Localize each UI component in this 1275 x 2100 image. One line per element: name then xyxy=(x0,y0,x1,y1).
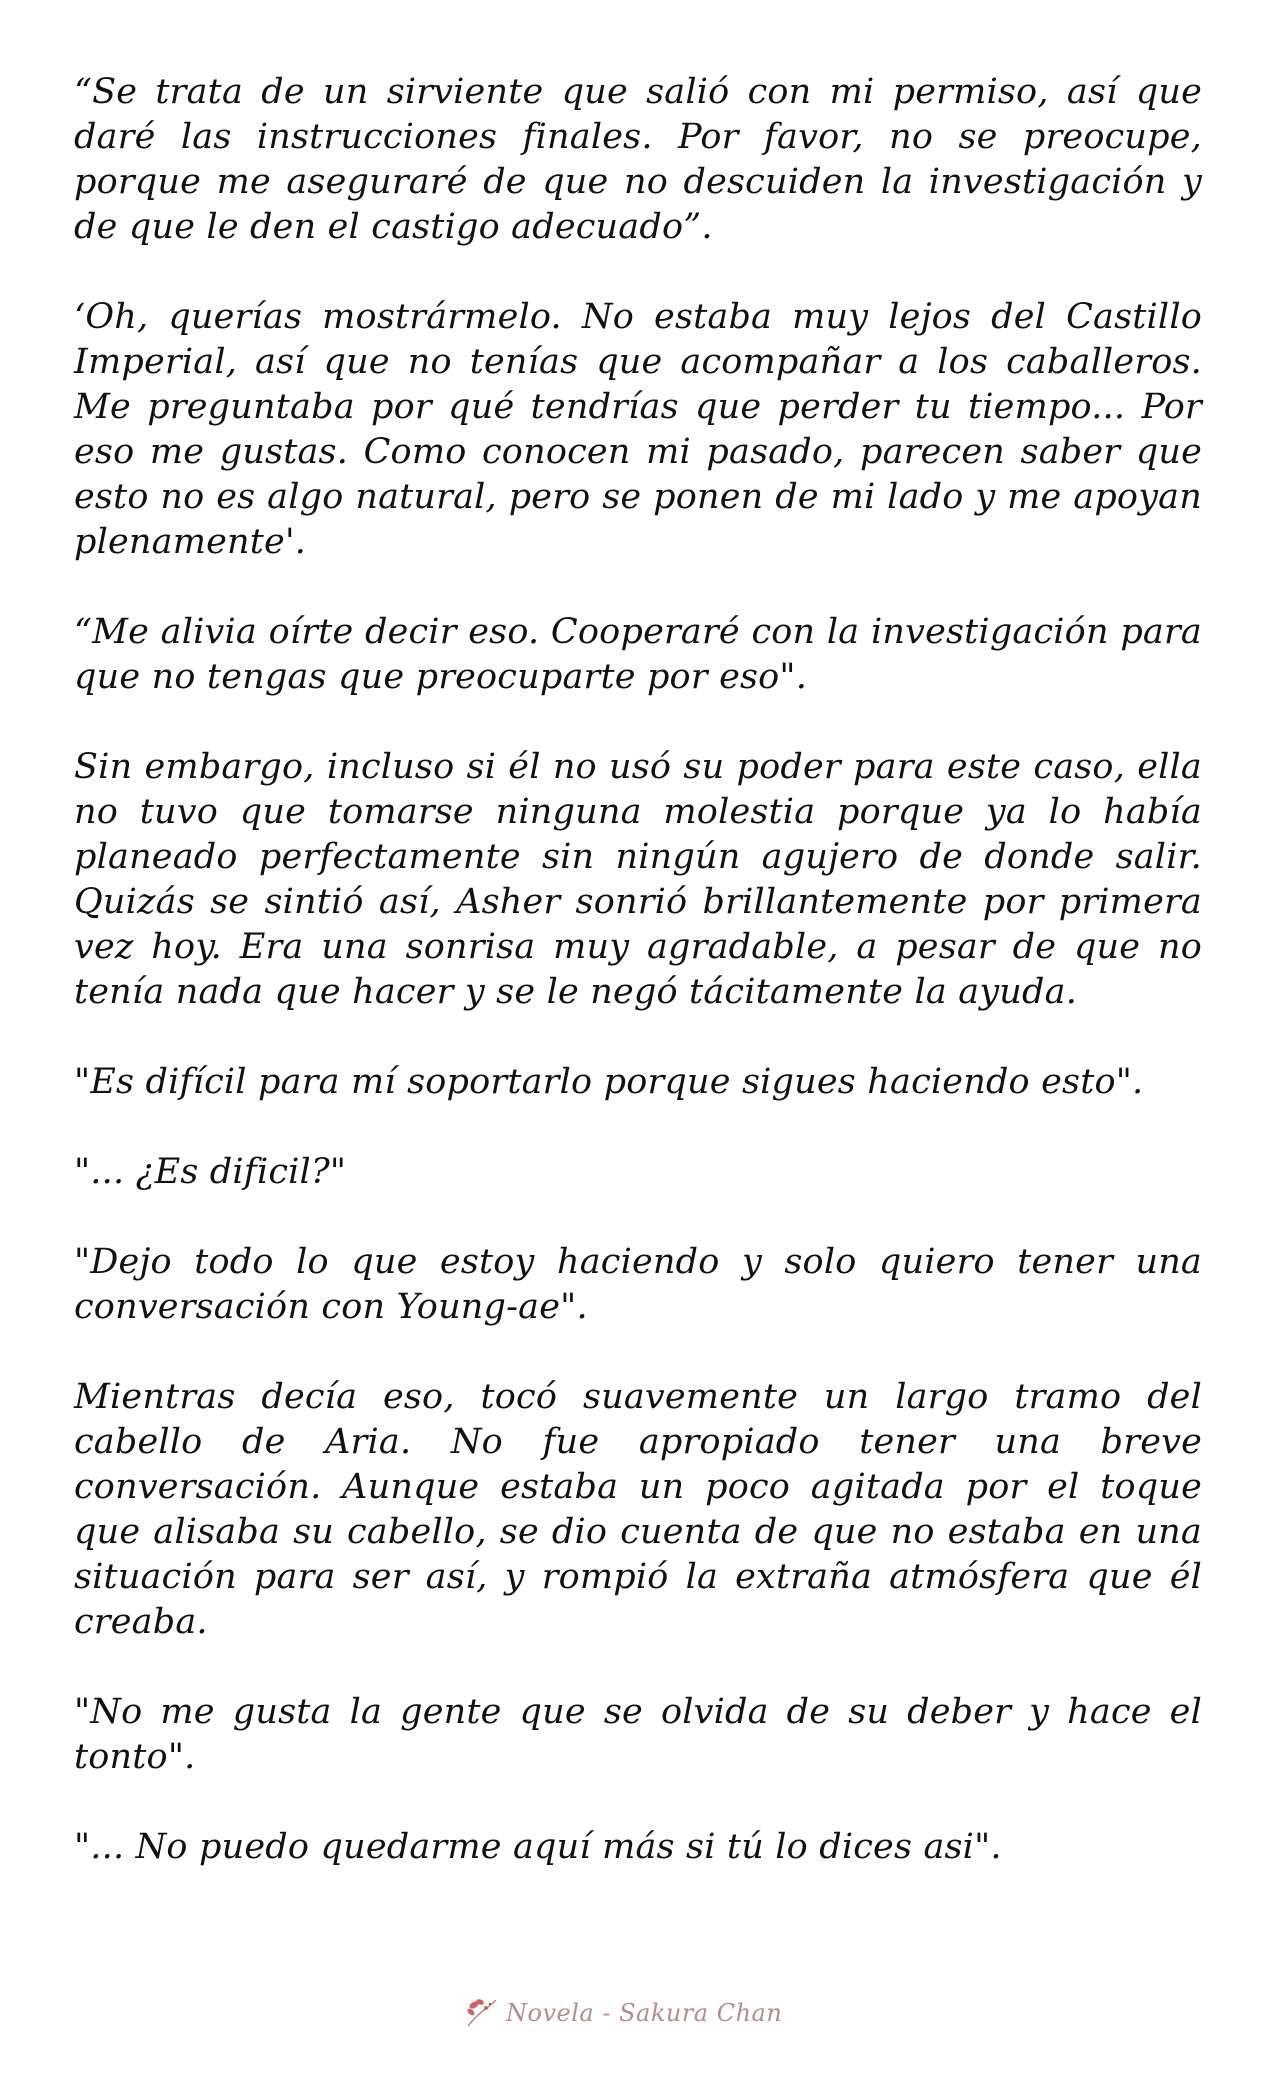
paragraph-3: “Me alivia oírte decir eso. Cooperaré con la investigación para que no tengas que preocuparte por eso". xyxy=(74,612,1202,697)
paragraph-7: "Dejo todo lo que estoy haciendo y solo quiero tener una conversación con Young-ae". xyxy=(74,1242,1202,1327)
paragraph-10: "... No puedo quedarme aquí más si tú lo dices asi". xyxy=(74,1827,1002,1867)
watermark-text: Novela - Sakura Chan xyxy=(506,1999,783,2027)
paragraph-1: “Se trata de un sirviente que salió con mi permiso, así que daré las instrucciones finales. Por favor, no se preocupe, porque me aseguraré de que no descuiden la investigación y de que le den el castigo adecuado”. xyxy=(74,72,1202,247)
paragraph-8: Mientras decía eso, tocó suavemente un largo tramo del cabello de Aria. No fue apropiado tener una breve conversación. Aunque estaba un poco agitada por el toque que alisaba su cabello, se dio cuenta de que no estaba en una situación para ser así, y rompió la extraña atmósfera que él creaba. xyxy=(74,1377,1202,1642)
watermark-footer xyxy=(462,1993,782,2033)
paragraph-6: "... ¿Es dificil?" xyxy=(74,1152,347,1192)
sakura-blossom-icon xyxy=(462,1996,500,2030)
paragraph-4: Sin embargo, incluso si él no usó su poder para este caso, ella no tuvo que tomarse ninguna molestia porque ya lo había planeado perfectamente sin ningún agujero de donde salir. Quizás se sintió así, Asher sonrió brillantemente por primera vez hoy. Era una sonrisa muy agradable, a pesar de que no tenía nada que hacer y se le negó tácitamente la ayuda. xyxy=(74,747,1202,1012)
paragraph-9: "No me gusta la gente que se olvida de su deber y hace el tonto". xyxy=(74,1692,1202,1777)
document-body xyxy=(74,70,1202,1870)
paragraph-2: ‘Oh, querías mostrármelo. No estaba muy lejos del Castillo Imperial, así que no tenías que acompañar a los caballeros. Me preguntaba por qué tendrías que perder tu tiempo... Por eso me gustas. Como conocen mi pasado, parecen saber que esto no es algo natural, pero se ponen de mi lado y me apoyan plenamente'. xyxy=(74,297,1202,562)
paragraph-5: "Es difícil para mí soportarlo porque sigues haciendo esto". xyxy=(74,1062,1144,1102)
